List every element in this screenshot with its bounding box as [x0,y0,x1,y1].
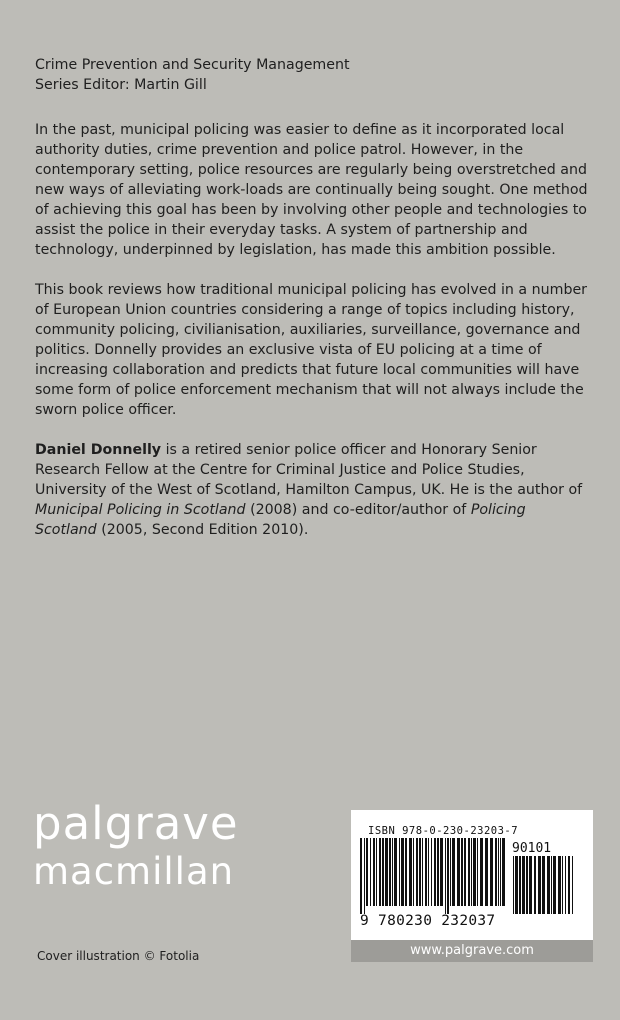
barcode-bar [547,856,550,914]
barcode-bar [379,838,381,906]
blurb-paragraph-1: In the past, municipal policing was easier to define as it incorporated local authority duties, crime prevention and police patrol. However, in the contemporary setting, police resources are regularly being overstretched and new ways of alleviating work-loads are continually being sought. One method of achieving this goal has been by involving other people and technologies to assist the police in their everyday tasks. A system of partnership and technology, underpinned by legislation, has made this ambition possible. [35,122,588,258]
barcode-bar [502,838,505,906]
barcode-bar [464,838,466,906]
barcode-bar [572,856,573,914]
barcode-bar [437,838,439,906]
logo-macmillan: macmillan [33,850,235,893]
logo-palgrave: palgrave [33,797,239,850]
barcode-bar [526,856,528,914]
barcode-bar [413,838,414,906]
addon-barcode [513,856,575,914]
barcode-bar [565,856,566,914]
ean-digits: 9 780230 232037 [360,913,496,929]
barcode-bar [392,838,393,906]
barcode-bar [366,838,368,906]
bio-text-1: is a retired senior police officer and Honorary Senior Research Fellow at the Centre for Criminal Justice and Police Studies, University of the West of Scotland, Hamilton Campus, UK. He is the author of [35,442,583,498]
barcode-bar [498,838,499,906]
barcode-bar [477,838,478,906]
barcode-bar [360,838,362,914]
barcode-bar [457,838,460,906]
series-info [35,55,590,95]
barcode-bar [522,856,525,914]
blurb-paragraph-2: This book reviews how traditional municipal policing has evolved in a number of European Union countries considering a range of topics including history, community policing, civilianisation, auxiliaries, surveillance, governance and politics. Donnelly provides an exclusive vista of EU policing at a time of increasing collaboration and predicts that future local communities will have some form of police enforcement mechanism that will not always include the sworn police officer. [35,282,588,418]
barcode-bar [500,838,501,906]
barcode-bar [373,838,375,906]
barcode-bar [473,838,476,906]
barcode-bar [419,838,421,906]
barcode-bar [370,838,371,906]
bio-text-3: (2005, Second Edition 2010). [96,522,309,538]
barcode-bar [562,856,563,914]
series-editor: Series Editor: Martin Gill [35,77,207,93]
barcode-bar [440,838,443,906]
barcode-bar [389,838,391,906]
cover-text [35,55,590,540]
barcode-bar [538,856,541,914]
author-name: Daniel Donnelly [35,442,162,458]
barcode-bar [513,856,514,914]
barcode-bar [558,856,561,914]
barcode-bar [551,856,552,914]
publisher-url: www.palgrave.com [351,940,593,962]
barcode-bar [495,838,497,906]
barcode-bar [399,838,400,906]
ean-barcode [360,838,506,914]
book-title-1: Municipal Policing in Scotland [35,502,246,518]
barcode-bar [447,838,449,914]
barcode-bar [425,838,427,906]
barcode-bar [471,838,472,906]
isbn-text: ISBN 978-0-230-23203-7 [368,825,519,837]
barcode-bar [409,838,412,906]
barcode-bar [445,838,446,914]
barcode-bar [434,838,436,906]
barcode-bar [529,856,532,914]
author-bio [35,440,590,540]
series-title: Crime Prevention and Security Management [35,57,350,73]
cover-illustration-credit: Cover illustration © Fotolia [37,949,200,963]
barcode-bar [405,838,407,906]
barcode-bar [452,838,455,906]
barcode-bar [568,856,570,914]
barcode-bar [480,838,483,906]
barcode-bar [401,838,404,906]
barcode-bar [461,838,463,906]
barcode-bar [468,838,470,906]
price-code: 90101 [512,841,552,856]
barcode-bar [542,856,545,914]
barcode-bar [416,838,418,906]
barcode-bar [376,838,377,906]
barcode-bar [394,838,397,906]
barcode-bar [431,838,432,906]
barcode-bar [553,856,556,914]
barcode-bar [364,838,365,914]
barcode-bar [515,856,518,914]
barcode-bar [385,838,388,906]
barcode-bar [382,838,384,906]
publisher-logo [33,798,239,894]
barcode-bar [428,838,429,906]
book-title-2: Policing Scotland [35,502,526,538]
barcode-bar [450,838,451,906]
barcode-bar [534,856,536,914]
barcode-bar [490,838,493,906]
barcode-bar [519,856,521,914]
barcode-bar [485,838,488,906]
barcode-bar [422,838,423,906]
bio-text-2: (2008) and co-editor/author of [245,502,471,518]
